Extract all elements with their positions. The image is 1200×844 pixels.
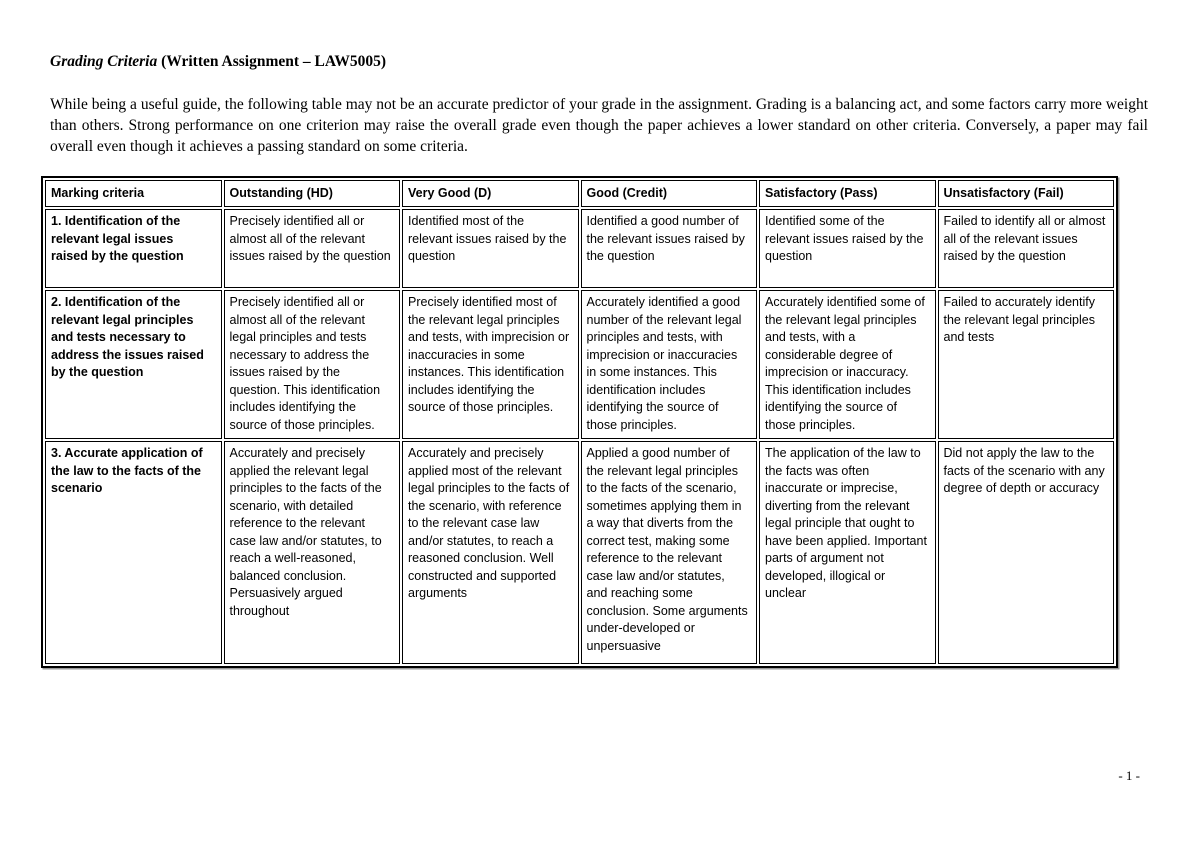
- header-cell-marking-criteria: Marking criteria: [45, 180, 222, 207]
- grading-criteria-table: [41, 176, 1118, 668]
- page-title-detail: (Written Assignment – LAW5005): [157, 53, 387, 70]
- criterion-cell: 2. Identification of the relevant legal principles and tests necessary to address the issues raised by the question: [45, 290, 222, 439]
- table-header-row: [45, 180, 1114, 207]
- table-row-criterion-1: [45, 209, 1114, 288]
- header-cell-outstanding-hd: Outstanding (HD): [224, 180, 401, 207]
- header-cell-satisfactory-pass: Satisfactory (Pass): [759, 180, 936, 207]
- page-title: [50, 53, 1148, 71]
- header-cell-unsatisfactory-fail: Unsatisfactory (Fail): [938, 180, 1115, 207]
- criterion-cell: 3. Accurate application of the law to the facts of the scenario: [45, 441, 222, 664]
- grade-cell-d: Precisely identified most of the relevant legal principles and tests, with imprecision or inaccuracies in some instances. This identification includes identifying the source of those principles.: [402, 290, 579, 439]
- criterion-cell: 1. Identification of the relevant legal issues raised by the question: [45, 209, 222, 288]
- header-cell-very-good-d: Very Good (D): [402, 180, 579, 207]
- grade-cell-fail: Failed to accurately identify the relevant legal principles and tests: [938, 290, 1115, 439]
- grade-cell-pass: Identified some of the relevant issues raised by the question: [759, 209, 936, 288]
- grade-cell-pass: The application of the law to the facts was often inaccurate or imprecise, diverting from the relevant legal principle that ought to have been applied. Important parts of argument not developed, illogical or unclear: [759, 441, 936, 664]
- intro-paragraph: While being a useful guide, the following table may not be an accurate predictor of your grade in the assignment. Grading is a balancing act, and some factors carry more weight than others. Strong performance on one criterion may raise the overall grade even though the paper achieves a lower standard on other criteria. Conversely, a paper may fail overall even though it achieves a passing standard on some criteria.: [50, 96, 1148, 155]
- table-row-criterion-2: [45, 290, 1114, 439]
- grade-cell-pass: Accurately identified some of the relevant legal principles and tests, with a considerable degree of imprecision or inaccuracy. This identification includes identifying the source of those principles.: [759, 290, 936, 439]
- grade-cell-fail: Failed to identify all or almost all of the relevant issues raised by the question: [938, 209, 1115, 288]
- grade-cell-hd: Precisely identified all or almost all of the relevant issues raised by the question: [224, 209, 401, 288]
- grade-cell-hd: Accurately and precisely applied the relevant legal principles to the facts of the scenario, with detailed reference to the relevant case law and/or statutes, to reach a well-reasoned, balanced conclusion. Persuasively argued throughout: [224, 441, 401, 664]
- page-number: - 1 -: [1118, 768, 1140, 783]
- grade-cell-credit: Accurately identified a good number of the relevant legal principles and tests, with imprecision or inaccuracies in some instances. This identification includes identifying the source of those principles.: [581, 290, 758, 439]
- grade-cell-credit: Identified a good number of the relevant issues raised by the question: [581, 209, 758, 288]
- grade-cell-fail: Did not apply the law to the facts of the scenario with any degree of depth or accuracy: [938, 441, 1115, 664]
- header-cell-good-credit: Good (Credit): [581, 180, 758, 207]
- grade-cell-d: Identified most of the relevant issues raised by the question: [402, 209, 579, 288]
- grade-cell-hd: Precisely identified all or almost all of the relevant legal principles and tests necessary to address the issues raised by the question. This identification includes identifying the source of those principles.: [224, 290, 401, 439]
- table-row-criterion-3: [45, 441, 1114, 664]
- grade-cell-d: Accurately and precisely applied most of the relevant legal principles to the facts of the scenario, with reference to the relevant case law and/or statutes, to reach a reasoned conclusion. Well constructed and supported arguments: [402, 441, 579, 664]
- page-title-emphasis: Grading Criteria: [50, 53, 158, 70]
- grade-cell-credit: Applied a good number of the relevant legal principles to the facts of the scenario, sometimes applying them in a way that diverts from the correct test, making some reference to the relevant case law and/or statutes, and reaching some conclusion. Some arguments under-developed or unpersuasive: [581, 441, 758, 664]
